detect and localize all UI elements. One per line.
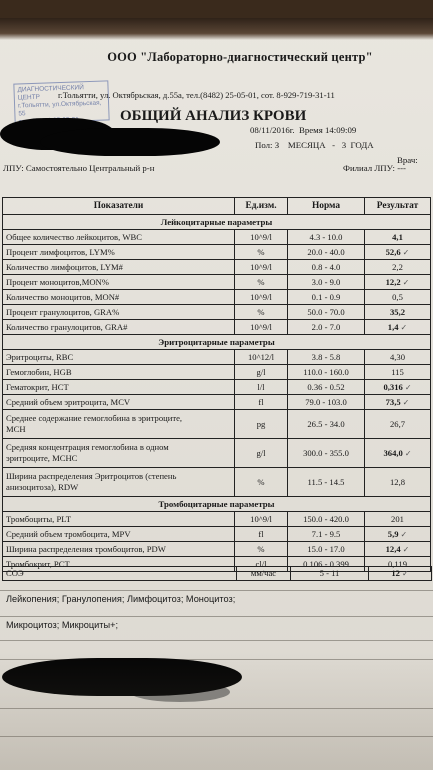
lpu-value: Самостоятельно Центральный р-н [25,163,155,173]
time-label: Время [298,125,323,135]
table-row [3,275,431,290]
row-name: Тромбокрит, PCT [3,557,235,572]
row-unit: fl [235,527,288,542]
row-unit: 10^9/l [235,230,288,245]
result-value: 26,7 [389,418,406,429]
row-name: Средний объем эритроцита, MCV [3,395,235,410]
table-row [3,542,431,557]
report-time: 14:09:09 [324,125,357,135]
section-title-erythro: Эритроцитарные параметры [3,335,431,350]
checkmark-icon: ✓ [402,277,410,287]
blood-test-table [2,197,431,572]
checkmark-icon: ✓ [400,529,408,539]
result-value: 364,0 [383,447,403,458]
row-name: Количество гранулоцитов, GRA# [3,320,235,335]
row-norm: 50.0 - 70.0 [288,305,365,320]
org-name: ООО "Лабораторно-диагностический центр" [107,50,373,64]
result-value: 12 [391,568,400,578]
checkmark-icon: ✓ [402,544,410,554]
row-norm: 0.8 - 4.0 [288,260,365,275]
row-unit: % [235,305,288,320]
row-unit: % [235,245,288,260]
sex-label: Пол: [255,140,273,150]
row-result [365,320,431,335]
row-name [3,439,235,468]
row-name: Количество моноцитов, MON# [3,290,235,305]
row-result [365,439,431,468]
row-result [365,410,431,439]
row-result [365,395,431,410]
row-result [365,230,431,245]
row-result [365,365,431,380]
row-norm: 79.0 - 103.0 [288,395,365,410]
row-result [365,468,431,497]
row-name: Общее количество лейкоцитов, WBC [3,230,235,245]
row-result [365,542,431,557]
doctor-label: Врач: [397,155,418,165]
esr-norm: 5 - 11 [290,566,368,581]
table-row [3,395,431,410]
result-value: 4,30 [389,351,406,362]
row-name: Ширина распределения тромбоцитов, PDW [3,542,235,557]
lab-report-sheet [0,18,433,770]
header-result: Результат [365,198,431,215]
branch-line [343,163,406,173]
org-address: г.Тольятти, ул. Октябрьская, д.55а, тел.(8482) 25-05-01, сот. 8-929-719-31-11 [58,90,335,100]
row-norm: 0.36 - 0.52 [288,380,365,395]
section-row [3,497,431,512]
row-result [365,527,431,542]
row-result [365,350,431,365]
branch-value: --- [397,163,406,173]
row-norm: 3.0 - 9.0 [288,275,365,290]
row-result [365,245,431,260]
result-value: 201 [391,513,404,524]
photo-shadow [0,650,433,770]
result-value: 0,316 [383,381,403,392]
table-row [3,260,431,275]
row-norm: 20.0 - 40.0 [288,245,365,260]
row-norm: 26.5 - 34.0 [288,410,365,439]
section-row [3,215,431,230]
sex-value: З [274,140,280,150]
result-value: 2,2 [392,261,403,272]
stamp-line: ДИАГНОСТИЧЕСКИЙ ЦЕНТР [17,84,84,102]
row-norm: 0.106 - 0.399 [288,557,365,572]
row-result [365,305,431,320]
row-norm: 2.0 - 7.0 [288,320,365,335]
row-norm: 150.0 - 420.0 [288,512,365,527]
row-name-line: Среднее содержание гемоглобина в эритроците, [6,413,183,423]
checkmark-icon: ✓ [402,397,410,407]
result-value: 73,5 [385,396,401,407]
row-unit: % [235,275,288,290]
row-name-line: эритроците, MCHC [6,453,78,463]
sex-age-line [255,140,374,150]
table-row [3,305,431,320]
table-header-row [3,198,431,215]
age-years: 3 [341,140,347,150]
row-unit: % [235,542,288,557]
result-value: 5,9 [387,528,399,539]
row-unit: cl/l [235,557,288,572]
row-name: Эритроциты, RBC [3,350,235,365]
row-name: Гематокрит, HCT [3,380,235,395]
patient-name-redaction [40,128,220,156]
table-row [3,512,431,527]
row-name-line: MCH [6,424,26,434]
row-result [365,512,431,527]
esr-row [2,566,430,580]
row-name: Процент гранулоцитов, GRA% [3,305,235,320]
row-name: Средний объем тромбоцита, MPV [3,527,235,542]
section-row [3,335,431,350]
table-row [3,320,431,335]
table-row [3,527,431,542]
row-norm: 110.0 - 160.0 [288,365,365,380]
row-name: Гемоглобин, HGB [3,365,235,380]
checkmark-icon: ✓ [400,322,408,332]
result-value: 1,4 [387,321,399,332]
result-value: 0,119 [387,558,408,569]
result-value: 12,4 [385,543,401,554]
row-name-line: Ширина распределения Эритроцитов (степень [6,471,177,481]
row-norm: 4.3 - 10.0 [288,230,365,245]
checkmark-icon: ✓ [404,382,412,392]
row-unit: pg [235,410,288,439]
esr-result [368,566,432,581]
row-result [365,275,431,290]
divider [0,640,433,641]
row-norm: 3.8 - 5.8 [288,350,365,365]
photo-background-edge [0,18,433,40]
row-name [3,468,235,497]
row-name: Количество лимфоцитов, LYM# [3,260,235,275]
row-name: Процент моноцитов,MON% [3,275,235,290]
row-unit: g/l [235,439,288,468]
section-title-thrombo: Тромбоцитарные параметры [3,497,431,512]
row-unit: l/l [235,380,288,395]
row-unit: 10^9/l [235,512,288,527]
checkmark-icon: ✓ [401,569,409,578]
esr-name: СОЭ [2,566,236,581]
table-row [3,350,431,365]
row-result [365,290,431,305]
lpu-line [3,163,154,173]
result-value: 0,5 [392,291,403,302]
result-value: 35,2 [389,306,406,317]
age-dash: - [332,140,336,150]
row-unit: 10^12/l [235,350,288,365]
divider [0,616,433,617]
table-row [3,230,431,245]
table-row [3,468,431,497]
conclusion-line-2: Микроцитоз; Микроциты+; [6,620,118,630]
row-result [365,260,431,275]
row-unit: g/l [235,365,288,380]
age-months-unit: МЕСЯЦА [287,140,326,150]
result-value: 12,2 [385,276,401,287]
row-name: Тромбоциты, PLT [3,512,235,527]
report-date: 08/11/2016г. [250,125,295,135]
checkmark-icon: ✓ [404,448,412,458]
section-title-leuko: Лейкоцитарные параметры [3,215,431,230]
table-row [3,365,431,380]
age-years-unit: ГОДА [350,140,374,150]
row-unit: 10^9/l [235,320,288,335]
row-norm: 7.1 - 9.5 [288,527,365,542]
row-unit: 10^9/l [235,260,288,275]
divider [0,590,433,591]
row-name-line: анизоцитоза), RDW [6,482,79,492]
result-value: 12,8 [389,476,406,487]
stamp-line: г.Тольятти, ул.Октябрьская, 55 [17,99,102,118]
result-value: 115 [391,366,404,377]
conclusion-line-1: Лейкопения; Гранулопения; Лимфоцитоз; Моноцитоз; [6,594,236,604]
date-time-line [250,125,356,135]
row-norm: 11.5 - 14.5 [288,468,365,497]
row-name [3,410,235,439]
table-row [3,245,431,260]
row-norm: 15.0 - 17.0 [288,542,365,557]
header-name: Показатели [3,198,235,215]
lpu-label: ЛПУ: [3,163,24,173]
row-name: Процент лимфоцитов, LYM% [3,245,235,260]
row-norm: 0.1 - 0.9 [288,290,365,305]
table-row [3,380,431,395]
row-name-line: Средняя концентрация гемоглобина в одном [6,442,169,452]
result-value: 4,1 [392,231,403,242]
row-unit: 10^9/l [235,290,288,305]
row-result [365,380,431,395]
header-unit: Ед.изм. [235,198,288,215]
header-norm: Норма [288,198,365,215]
checkmark-icon: ✓ [402,247,410,257]
row-norm: 300.0 - 355.0 [288,439,365,468]
table-row [3,439,431,468]
result-value: 52,6 [385,246,401,257]
branch-label: Филиал ЛПУ: [343,163,395,173]
row-unit: fl [235,395,288,410]
table-row [3,290,431,305]
table-row [3,410,431,439]
esr-unit: мм/час [236,566,290,581]
row-unit: % [235,468,288,497]
document-title: ОБЩИЙ АНАЛИЗ КРОВИ [120,108,307,124]
